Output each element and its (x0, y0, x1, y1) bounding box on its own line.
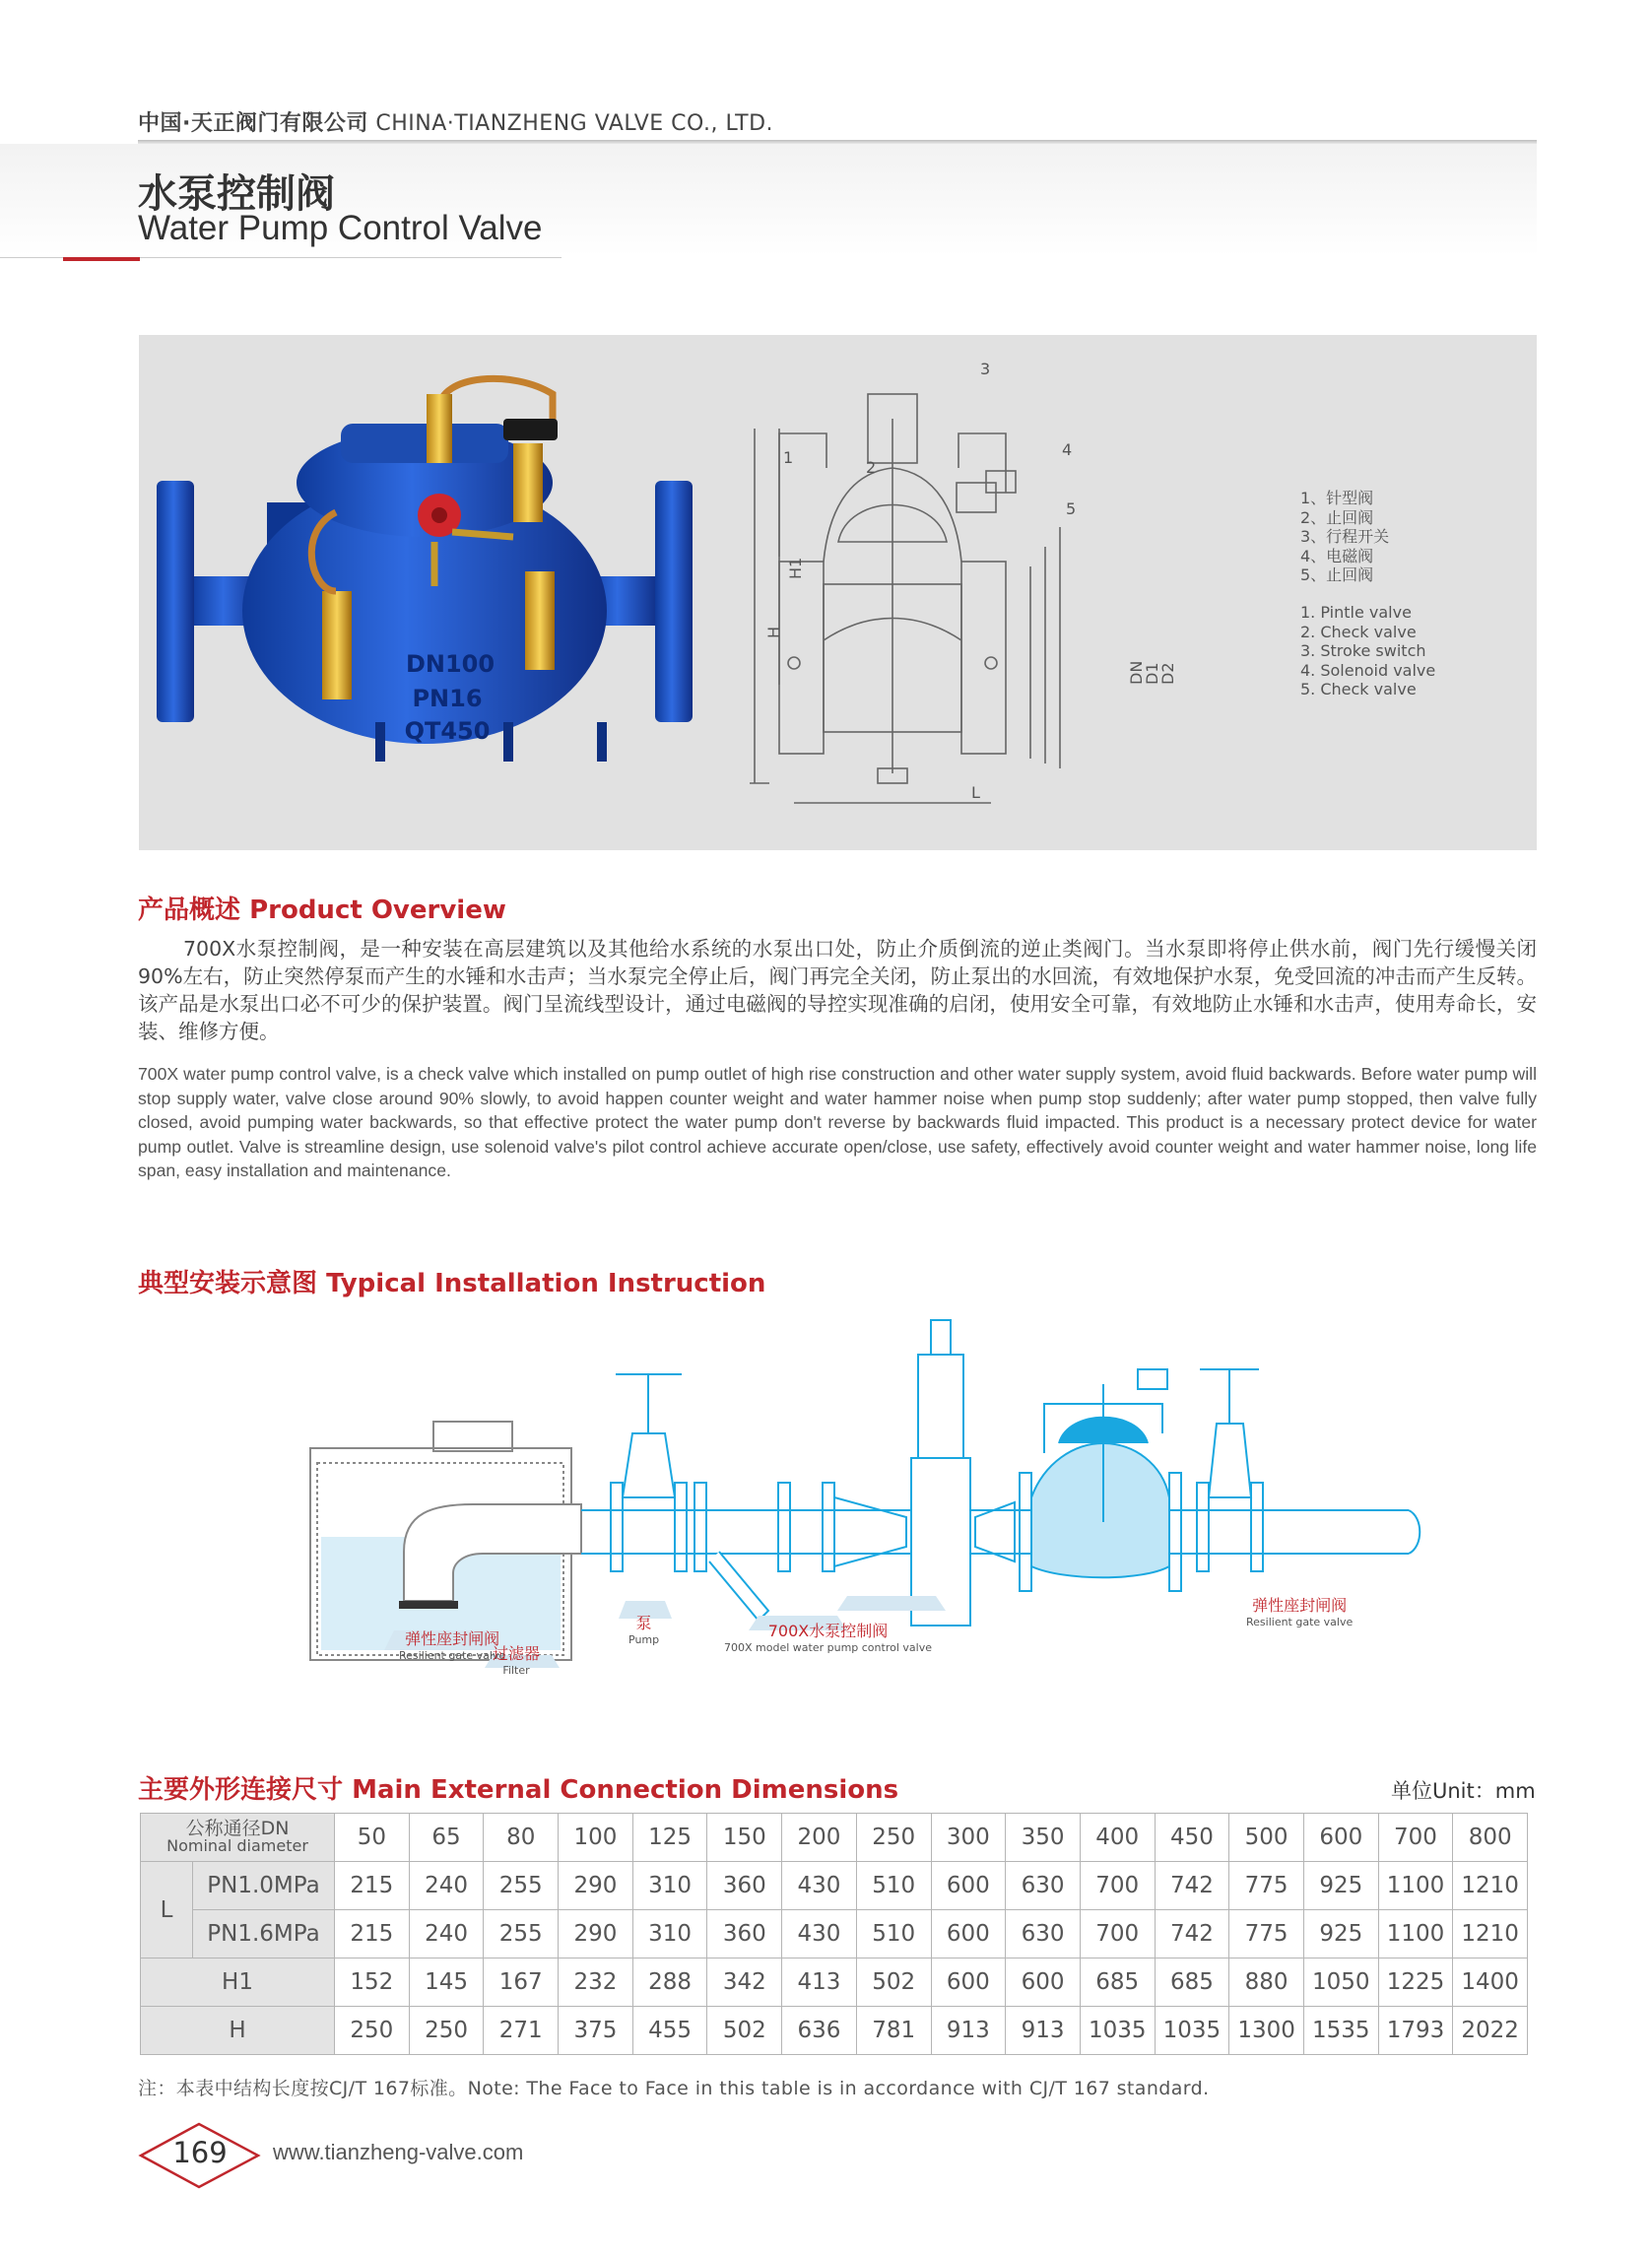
dimension-label: D1 (1143, 662, 1161, 685)
value-cell: 240 (409, 1910, 484, 1958)
install-label-cn: 700X水泵控制阀 (767, 1622, 889, 1640)
dn-cell: 65 (409, 1814, 484, 1862)
value-cell: 880 (1229, 1958, 1304, 2007)
dn-cell: 250 (856, 1814, 931, 1862)
value-cell: 430 (782, 1862, 857, 1910)
value-cell: 271 (484, 2007, 559, 2055)
value-cell: 600 (1006, 1958, 1081, 2007)
value-cell: 600 (931, 1910, 1006, 1958)
legend-item: 5. Check valve (1300, 680, 1417, 698)
value-cell: 742 (1155, 1910, 1229, 1958)
callout-number: 4 (1062, 440, 1073, 459)
dimensions-heading-en: Main External Connection Dimensions (352, 1775, 899, 1805)
install-label-gate-valve-2 (1246, 1593, 1353, 1628)
value-cell: 502 (856, 1958, 931, 2007)
installation-diagram (296, 1315, 1428, 1680)
dimension-label: H1 (786, 557, 805, 579)
value-cell: 775 (1229, 1862, 1304, 1910)
dimension-label: D2 (1158, 662, 1177, 685)
value-cell: 1035 (1155, 2007, 1229, 2055)
value-cell: 600 (931, 1958, 1006, 2007)
overview-text-en: 700X water pump control valve, is a check valve which installed on pump outlet of high rise construction and other water supply system, avoid fluid backwards. Before water pump will stop supply water, valve close around 90% slowly, to avoid happen counter weight and water hammer noise when pump stop suddenly; after water pump stopped, then valve fully closed, avoid pumping water backwards, so that effective protect the water pump don't reverse by backwards fluid impacted. This product is a necessary protect device for water pump outlet. Valve is streamline design, use solenoid valve's pilot control achieve accurate open/close, use safety, effectively avoid counter weight and water hammer noise, long life span, easy installation and maintenance. (138, 1064, 1537, 1180)
value-cell: 215 (335, 1910, 410, 1958)
value-cell: 342 (707, 1958, 782, 2007)
dimensions-heading-cn: 主要外形连接尺寸 (138, 1775, 344, 1805)
table-row (141, 2007, 1528, 2055)
install-label-en: Filter (502, 1664, 530, 1677)
dn-cell: 800 (1453, 1814, 1528, 1862)
table-row (141, 1910, 1528, 1958)
value-cell: 700 (1080, 1862, 1155, 1910)
unit-label: 单位Unit：mm (1391, 1779, 1536, 1803)
legend-item: 4. Solenoid valve (1300, 660, 1436, 680)
value-cell: 1100 (1378, 1910, 1453, 1958)
value-cell: 250 (409, 2007, 484, 2055)
body-marking: QT450 (404, 717, 491, 745)
legend-item: 2、止回阀 (1300, 507, 1374, 527)
legend-item: 2. Check valve (1300, 622, 1417, 641)
value-cell: 430 (782, 1910, 857, 1958)
dimensions-table (140, 1813, 1528, 2055)
value-cell: 240 (409, 1862, 484, 1910)
value-cell: 290 (559, 1910, 633, 1958)
dn-cell: 125 (632, 1814, 707, 1862)
callout-number: 5 (1066, 499, 1077, 518)
drawing-legend-cn (1300, 489, 1389, 585)
dn-label-cn: 公称通径DN (185, 1818, 290, 1839)
value-cell: 1793 (1378, 2007, 1453, 2055)
value-cell: 1535 (1303, 2007, 1378, 2055)
value-cell: 600 (931, 1862, 1006, 1910)
value-cell: 1100 (1378, 1862, 1453, 1910)
value-cell: 1300 (1229, 2007, 1304, 2055)
page-title-en: Water Pump Control Valve (138, 209, 543, 247)
valve-illustrations (139, 335, 1537, 850)
l-label-cell: L (141, 1862, 193, 1958)
dimensions-heading (138, 1769, 898, 1806)
table-row (141, 1814, 1528, 1862)
dn-cell: 500 (1229, 1814, 1304, 1862)
value-cell: 913 (1006, 2007, 1081, 2055)
dn-cell: 200 (782, 1814, 857, 1862)
value-cell: 775 (1229, 1910, 1304, 1958)
overview-text-cn: 700X水泵控制阀，是一种安装在高层建筑以及其他给水系统的水泵出口处，防止介质倒流的逆止类阀门。当水泵即将停止供水前，阀门先行缓慢关闭90%左右，防止突然停泵而产生的水锤和水击声；当水泵完全停止后，阀门再完全关闭，防止泵出的水回流，有效地保护水泵，免受回流的冲击而产生反转。该产品是水泵出口必不可少的保护装置。阀门呈流线型设计，通过电磁阀的导控实现准确的启闭，使用安全可靠，有效地防止水锤和水击声，使用寿命长，安装、维修方便。 (138, 937, 1537, 1043)
dn-cell: 600 (1303, 1814, 1378, 1862)
dn-cell: 300 (931, 1814, 1006, 1862)
installation-heading-en: Typical Installation Instruction (326, 1269, 766, 1298)
dimension-label: DN (1127, 660, 1146, 685)
legend-item: 1. Pintle valve (1300, 603, 1412, 622)
row-label-cell: PN1.6MPa (193, 1910, 335, 1958)
dn-cell: 700 (1378, 1814, 1453, 1862)
product-hero-panel (139, 335, 1537, 850)
value-cell: 1050 (1303, 1958, 1378, 2007)
dn-header-cell (141, 1814, 335, 1862)
body-marking: DN100 (405, 650, 496, 678)
dimension-label: L (971, 783, 980, 802)
install-label-cn: 过滤器 (493, 1644, 541, 1663)
dn-cell: 150 (707, 1814, 782, 1862)
callout-number: 1 (783, 448, 794, 467)
value-cell: 310 (632, 1862, 707, 1910)
technical-drawing (750, 394, 1060, 803)
callout-number: 2 (866, 458, 877, 477)
legend-item: 1、针型阀 (1300, 489, 1374, 507)
value-cell: 360 (707, 1910, 782, 1958)
value-cell: 250 (335, 2007, 410, 2055)
value-cell: 310 (632, 1910, 707, 1958)
value-cell: 636 (782, 2007, 857, 2055)
install-label-en: Resilient gate valve (1246, 1616, 1354, 1628)
install-label-en: 700X model water pump control valve (724, 1641, 932, 1654)
value-cell: 1210 (1453, 1910, 1528, 1958)
value-cell: 288 (632, 1958, 707, 2007)
company-name-cn: 中国·天正阀门有限公司 (138, 111, 368, 136)
value-cell: 925 (1303, 1862, 1378, 1910)
body-marking: PN16 (412, 685, 483, 712)
value-cell: 510 (856, 1910, 931, 1958)
valve-body-markings (405, 650, 495, 745)
dn-cell: 80 (484, 1814, 559, 1862)
install-label-en: Pump (628, 1633, 660, 1646)
dn-cell: 400 (1080, 1814, 1155, 1862)
value-cell: 502 (707, 2007, 782, 2055)
install-label-cn: 泵 (635, 1614, 652, 1632)
dn-label-en: Nominal diameter (166, 1836, 308, 1855)
dn-cell: 50 (335, 1814, 410, 1862)
dimension-label: H (764, 626, 783, 638)
table-row (141, 1958, 1528, 2007)
drawing-labels (764, 360, 1177, 802)
dn-cell: 450 (1155, 1814, 1229, 1862)
value-cell: 2022 (1453, 2007, 1528, 2055)
value-cell: 1035 (1080, 2007, 1155, 2055)
value-cell: 1400 (1453, 1958, 1528, 2007)
value-cell: 145 (409, 1958, 484, 2007)
value-cell: 781 (856, 2007, 931, 2055)
value-cell: 360 (707, 1862, 782, 1910)
value-cell: 1225 (1378, 1958, 1453, 2007)
install-label-filter (493, 1641, 540, 1677)
table-note: 注：本表中结构长度按CJ/T 167标准。Note: The Face to Face in this table is in accordance with CJ/T 167 standard. (138, 2078, 1210, 2099)
company-header (138, 106, 773, 137)
value-cell: 1210 (1453, 1862, 1528, 1910)
install-label-cn: 弹性座封闸阀 (1252, 1596, 1348, 1615)
value-cell: 255 (484, 1862, 559, 1910)
dn-cell: 350 (1006, 1814, 1081, 1862)
overview-heading (138, 890, 506, 926)
value-cell: 510 (856, 1862, 931, 1910)
value-cell: 215 (335, 1862, 410, 1910)
legend-item: 3、行程开关 (1300, 527, 1390, 546)
legend-item: 5、止回阀 (1300, 565, 1374, 584)
callout-number: 3 (980, 360, 991, 378)
install-label-control-valve (724, 1619, 932, 1654)
legend-item: 3. Stroke switch (1300, 641, 1426, 660)
value-cell: 925 (1303, 1910, 1378, 1958)
table-row (141, 1862, 1528, 1910)
page-title-cn: 水泵控制阀 (138, 171, 335, 217)
installation-heading-cn: 典型安装示意图 (138, 1269, 318, 1298)
row-label-cell: H1 (141, 1958, 335, 2007)
overview-heading-cn: 产品概述 (138, 896, 241, 925)
value-cell: 685 (1080, 1958, 1155, 2007)
value-cell: 630 (1006, 1910, 1081, 1958)
install-label-en: Resilient gate valve (399, 1649, 506, 1662)
value-cell: 413 (782, 1958, 857, 2007)
drawing-legend-en (1300, 603, 1435, 699)
page-number: 169 (172, 2136, 228, 2169)
value-cell: 290 (559, 1862, 633, 1910)
value-cell: 255 (484, 1910, 559, 1958)
install-label-gate-valve-1 (399, 1626, 505, 1662)
value-cell: 455 (632, 2007, 707, 2055)
value-cell: 685 (1155, 1958, 1229, 2007)
row-label-cell: H (141, 2007, 335, 2055)
value-cell: 630 (1006, 1862, 1081, 1910)
value-cell: 232 (559, 1958, 633, 2007)
dn-cell: 100 (559, 1814, 633, 1862)
title-accent-bar (63, 257, 140, 261)
value-cell: 742 (1155, 1862, 1229, 1910)
value-cell: 700 (1080, 1910, 1155, 1958)
company-name-en: CHINA·TIANZHENG VALVE CO., LTD. (375, 111, 774, 136)
website-link[interactable]: www.tianzheng-valve.com (273, 2140, 524, 2164)
value-cell: 913 (931, 2007, 1006, 2055)
overview-heading-en: Product Overview (249, 896, 506, 925)
install-label-pump (628, 1611, 659, 1646)
row-label-cell: PN1.0MPa (193, 1862, 335, 1910)
value-cell: 152 (335, 1958, 410, 2007)
installation-heading (138, 1263, 765, 1299)
value-cell: 375 (559, 2007, 633, 2055)
legend-item: 4、电磁阀 (1300, 546, 1374, 565)
install-label-cn: 弹性座封闸阀 (405, 1629, 500, 1648)
value-cell: 167 (484, 1958, 559, 2007)
